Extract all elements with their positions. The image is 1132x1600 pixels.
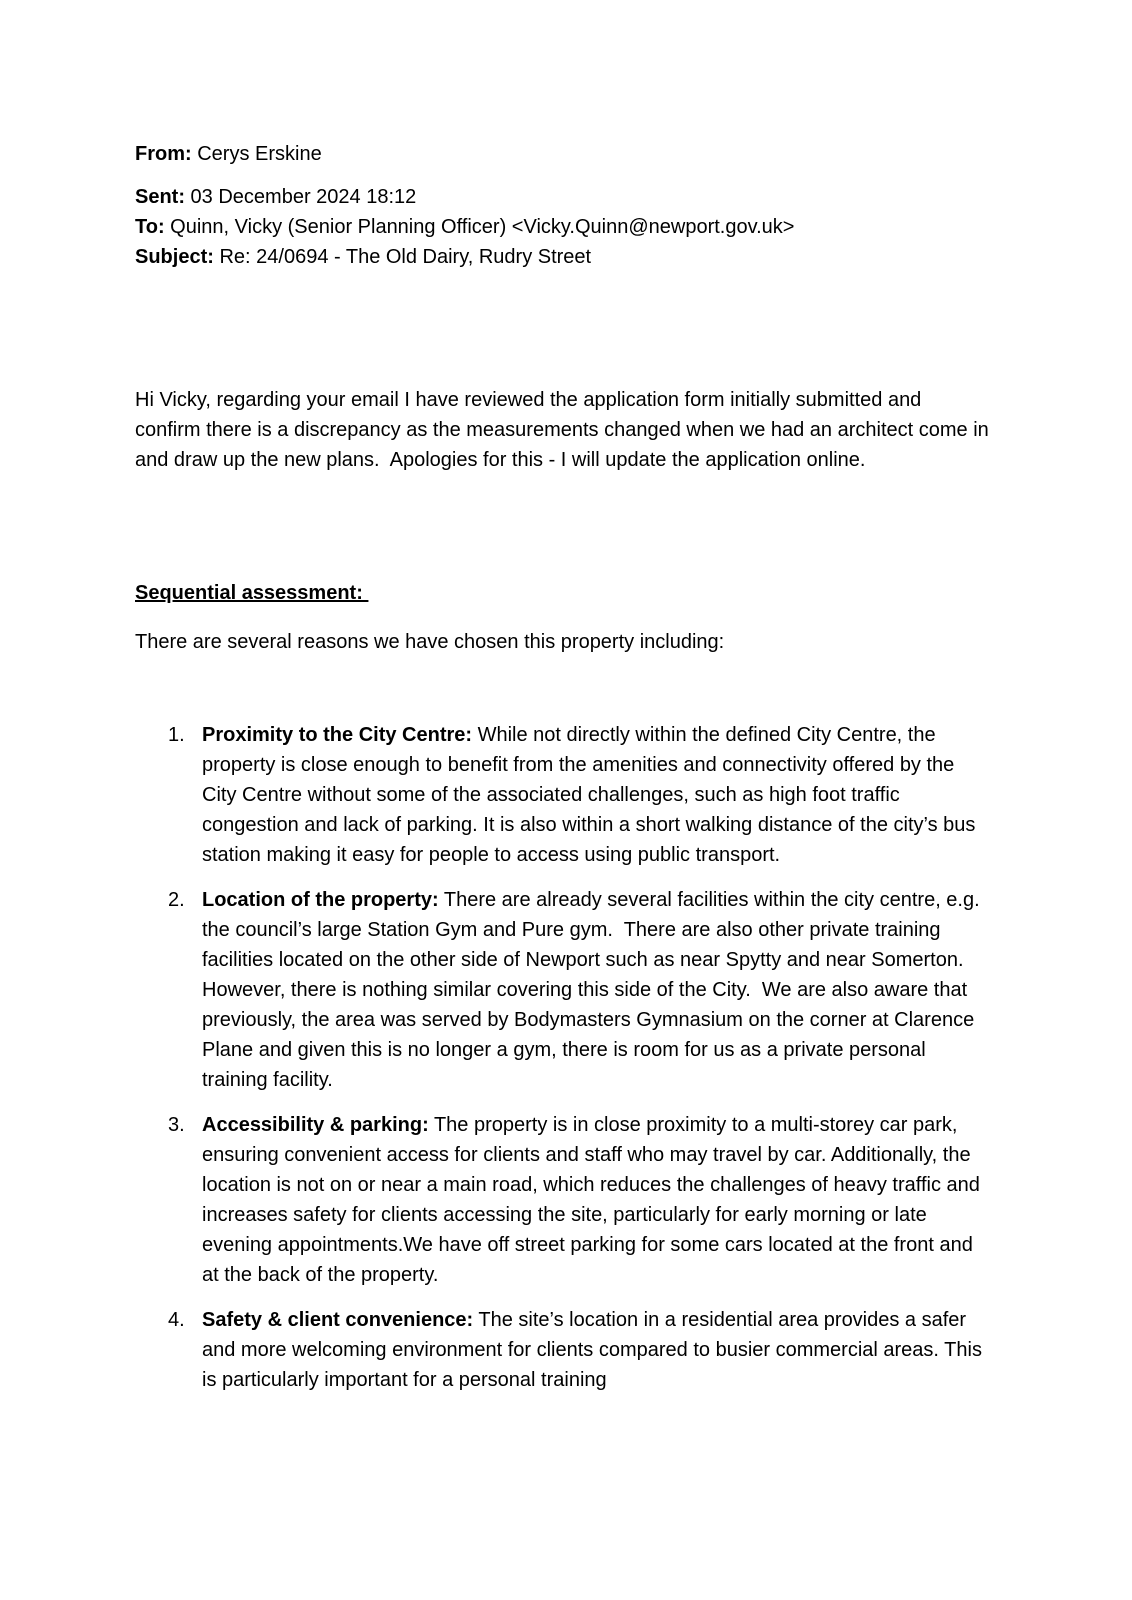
section-heading-text: Sequential assessment: <box>135 582 369 604</box>
sent-label: Sent: <box>135 186 185 208</box>
subject-value: Re: 24/0694 - The Old Dairy, Rudry Street <box>213 246 592 268</box>
list-item <box>135 1110 992 1290</box>
list-item-text: The property is in close proximity to a multi-storey car park, ensuring convenient access for clients and staff who may travel by car. Additionally, the location is not on or near a main road, which reduces the challenges of heavy traffic and increases safety for clients accessing the site, particularly for early morning or late evening appointments.We have off street parking for some cars located at the front and at the back of the property. <box>202 1114 986 1286</box>
list-item-number: 3. <box>168 1114 185 1136</box>
to-label: To: <box>135 216 165 238</box>
to-value: Quinn, Vicky (Senior Planning Officer) <Vicky.Quinn@newport.gov.uk> <box>164 216 795 238</box>
list-item-body <box>202 1110 992 1290</box>
list-item <box>135 720 992 870</box>
list-item-title: Safety & client convenience: <box>202 1309 474 1331</box>
list-item-title: Proximity to the City Centre: <box>202 724 473 746</box>
from-value: Cerys Erskine <box>191 143 322 165</box>
subject-label: Subject: <box>135 246 214 268</box>
from-label: From: <box>135 143 192 165</box>
list-item <box>135 885 992 1095</box>
section-intro: There are several reasons we have chosen this property including: <box>135 631 725 653</box>
header-sent-line <box>135 182 992 212</box>
list-item-number: 1. <box>168 724 185 746</box>
list-item-body <box>202 720 992 870</box>
header-subject-line <box>135 242 992 272</box>
list-item-text: The site’s location in a residential area provides a safer and more welcoming environment for clients compared to busier commercial areas. This is particularly important for a personal training <box>202 1309 988 1391</box>
header-from-line <box>135 139 992 169</box>
list-item-number: 2. <box>168 889 185 911</box>
list-item-number: 4. <box>168 1309 185 1331</box>
list-item-body <box>202 1305 992 1395</box>
intro-paragraph: Hi Vicky, regarding your email I have reviewed the application form initially submitted and confirm there is a discrepancy as the measurements changed when we had an architect come in and draw up the new plans. Apologies for this - I will update the application online. <box>135 389 995 471</box>
header-to-line <box>135 212 992 242</box>
list-item-body <box>202 885 992 1095</box>
reasons-list <box>135 720 992 1395</box>
list-item <box>135 1305 992 1395</box>
sent-value: 03 December 2024 18:12 <box>185 186 417 208</box>
list-item-title: Location of the property: <box>202 889 439 911</box>
list-item-title: Accessibility & parking: <box>202 1114 429 1136</box>
list-item-text: While not directly within the defined City Centre, the property is close enough to benefit from the amenities and connectivity offered by the City Centre without some of the associated challenges, such as high foot traffic congestion and lack of parking. It is also within a short walking distance of the city’s bus station making it easy for people to access using public transport. <box>202 724 981 866</box>
section-heading <box>135 578 992 608</box>
list-item-text: There are already several facilities within the city centre, e.g. the council’s large Station Gym and Pure gym. There are also other private training facilities located on the other side of Newport such as near Spytty and near Somerton. However, there is nothing similar covering this side of the City. We are also aware that previously, the area was served by Bodymasters Gymnasium on the corner at Clarence Plane and given this is no longer a gym, there is room for us as a private personal training facility. <box>202 889 986 1091</box>
